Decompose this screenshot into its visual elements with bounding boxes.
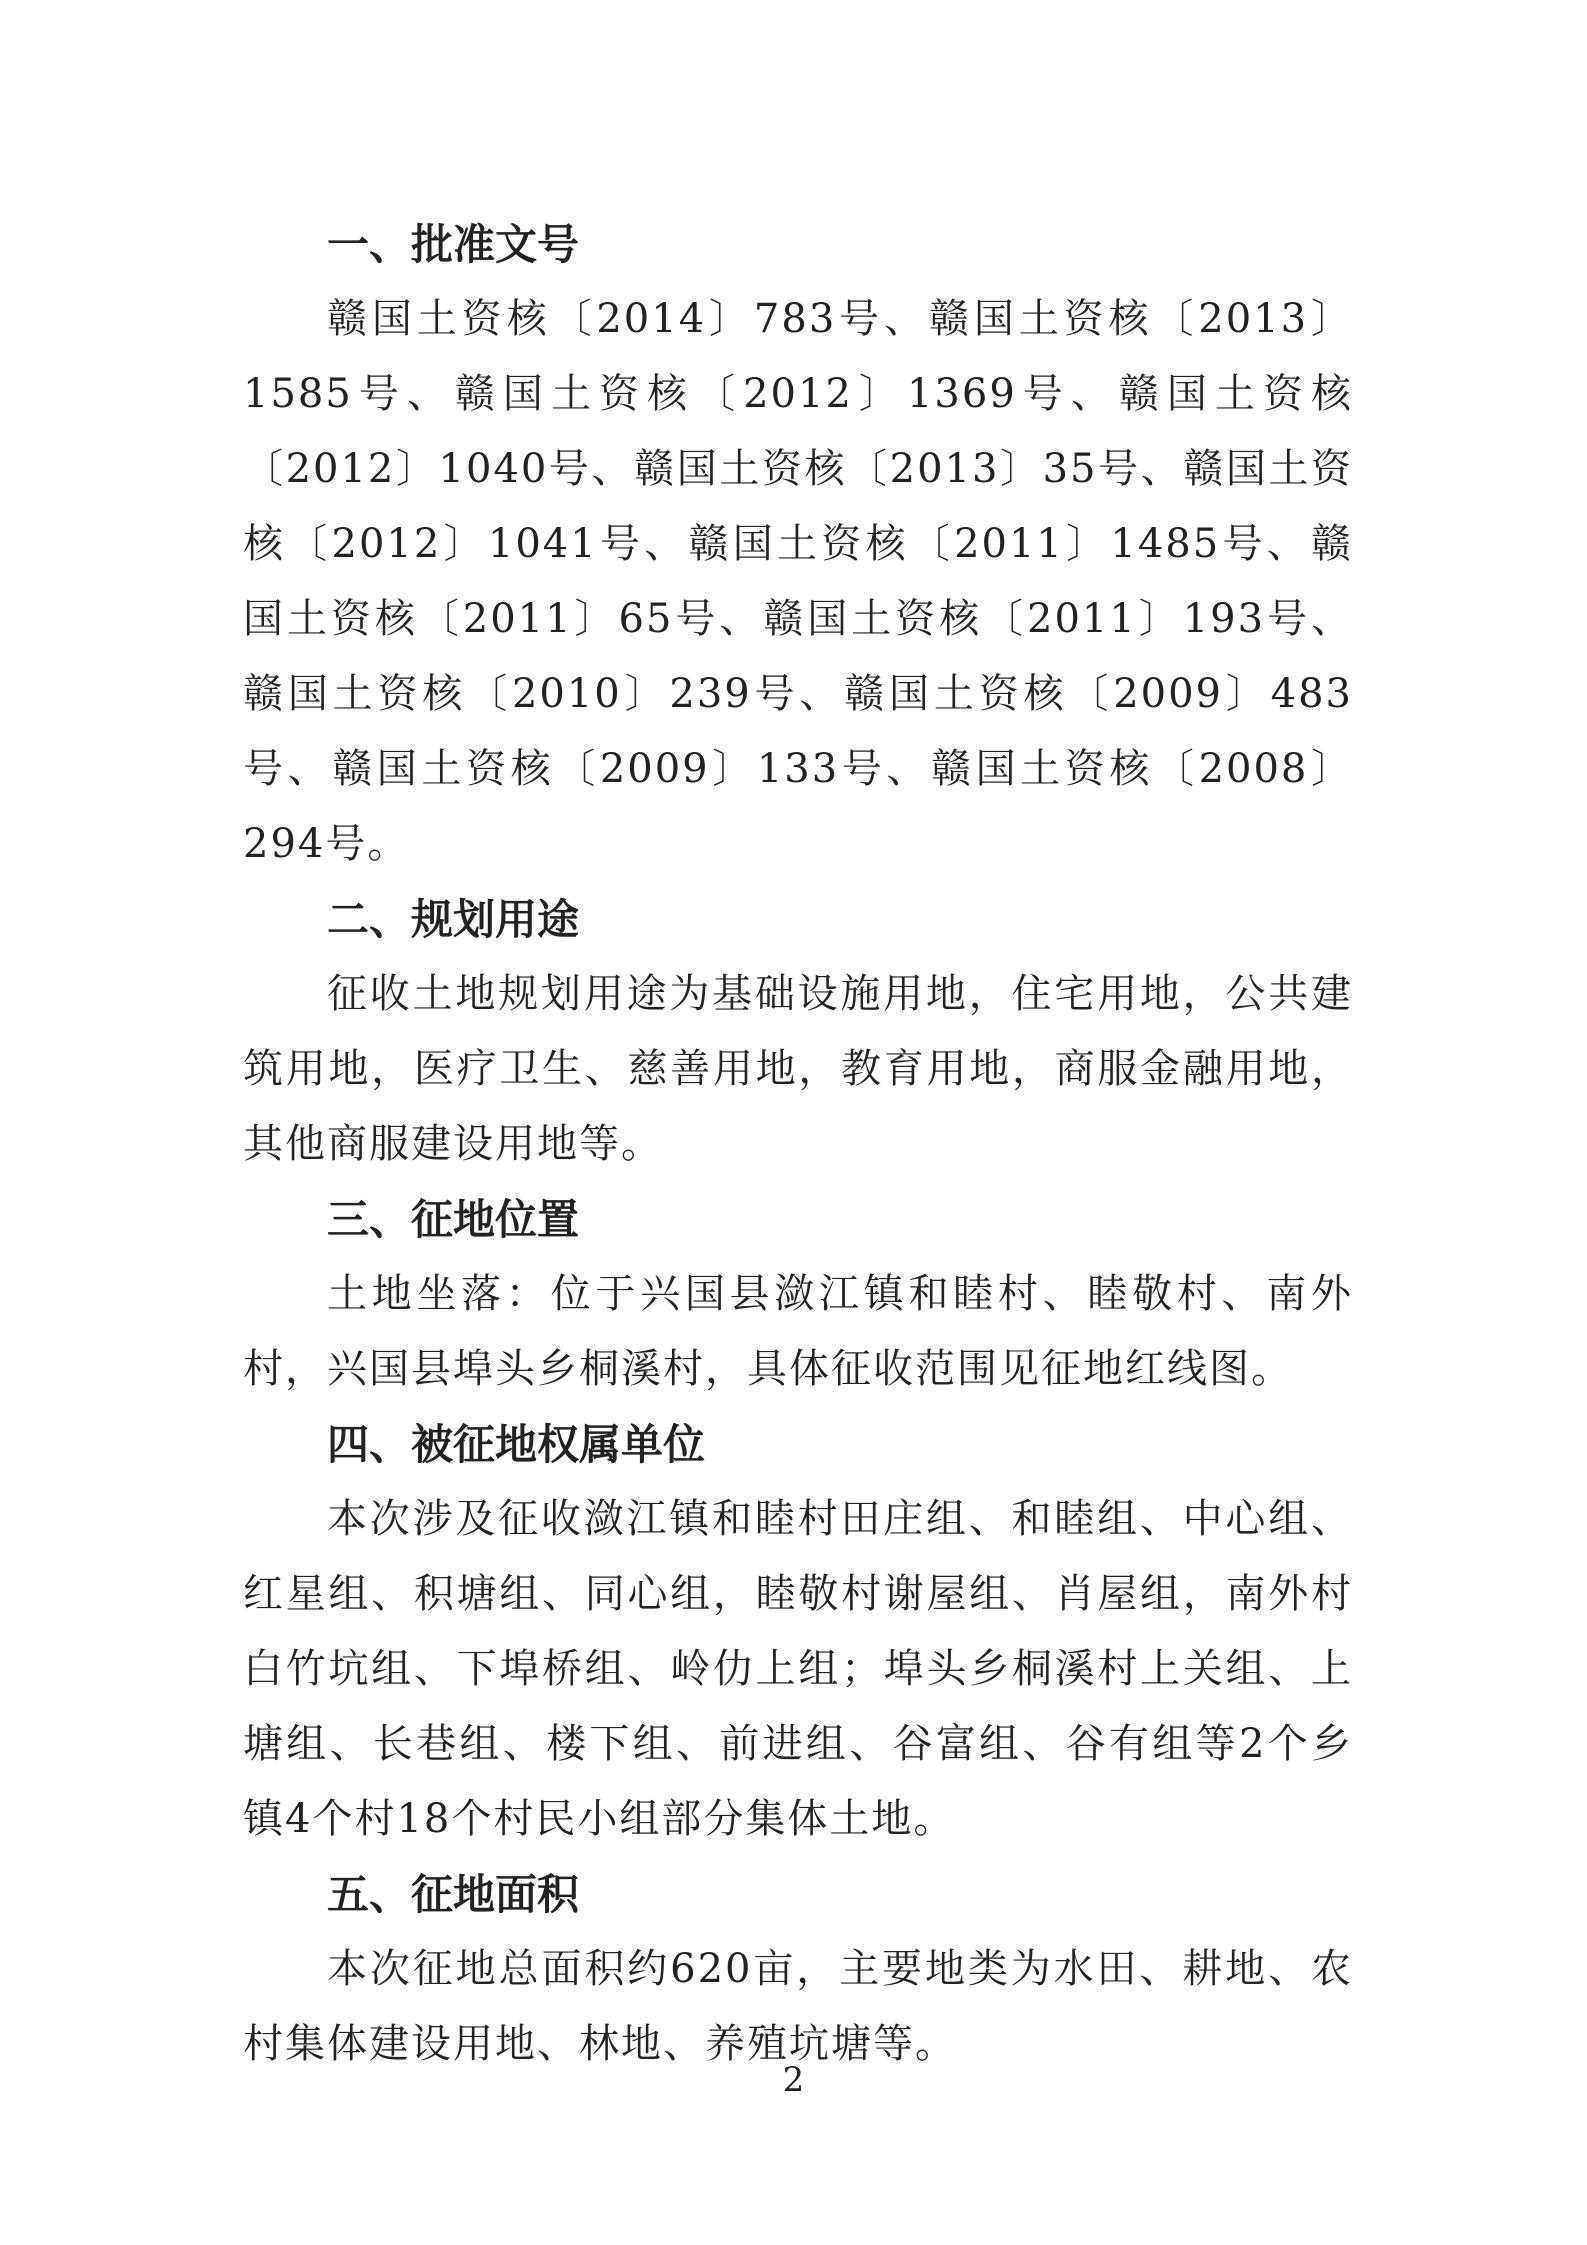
page-number: 2 (782, 2060, 805, 2100)
section-heading-location: 三、征地位置 (327, 1195, 580, 1244)
section-heading-approval-numbers: 一、批准文号 (327, 220, 580, 269)
section-heading-area: 五、征地面积 (327, 1870, 580, 1919)
section-text-planned-use: 征收土地规划用途为基础设施用地，住宅用地，公共建筑用地，医疗卫生、慈善用地，教育用地，商服金融用地，其他商服建设用地等。 (243, 971, 1353, 1167)
section-text-location: 土地坐落：位于兴国县潋江镇和睦村、睦敬村、南外村，兴国县埠头乡桐溪村，具体征收范围见征地红线图。 (243, 1271, 1353, 1392)
document-body (243, 207, 1353, 2082)
section-text-ownership-units: 本次涉及征收潋江镇和睦村田庄组、和睦组、中心组、红星组、积塘组、同心组，睦敬村谢屋组、肖屋组，南外村白竹坑组、下埠桥组、岭仂上组；埠头乡桐溪村上关组、上塘组、长巷组、楼下组、前进组、谷富组、谷有组等2个乡镇4个村18个村民小组部分集体土地。 (243, 1496, 1353, 1842)
section-heading-planned-use: 二、规划用途 (327, 895, 580, 944)
section-text-approval-numbers: 赣国土资核〔2014〕783号、赣国土资核〔2013〕1585号、赣国土资核〔2012〕1369号、赣国土资核〔2012〕1040号、赣国土资核〔2013〕35号、赣国土资核〔2012〕1041号、赣国土资核〔2011〕1485号、赣国土资核〔2011〕65号、赣国土资核〔2011〕193号、赣国土资核〔2010〕239号、赣国土资核〔2009〕483号、赣国土资核〔2009〕133号、赣国土资核〔2008〕294号。 (243, 296, 1353, 867)
section-heading-ownership-units: 四、被征地权属单位 (327, 1420, 706, 1469)
section-text-area: 本次征地总面积约620亩，主要地类为水田、耕地、农村集体建设用地、林地、养殖坑塘等。 (243, 1946, 1353, 2067)
